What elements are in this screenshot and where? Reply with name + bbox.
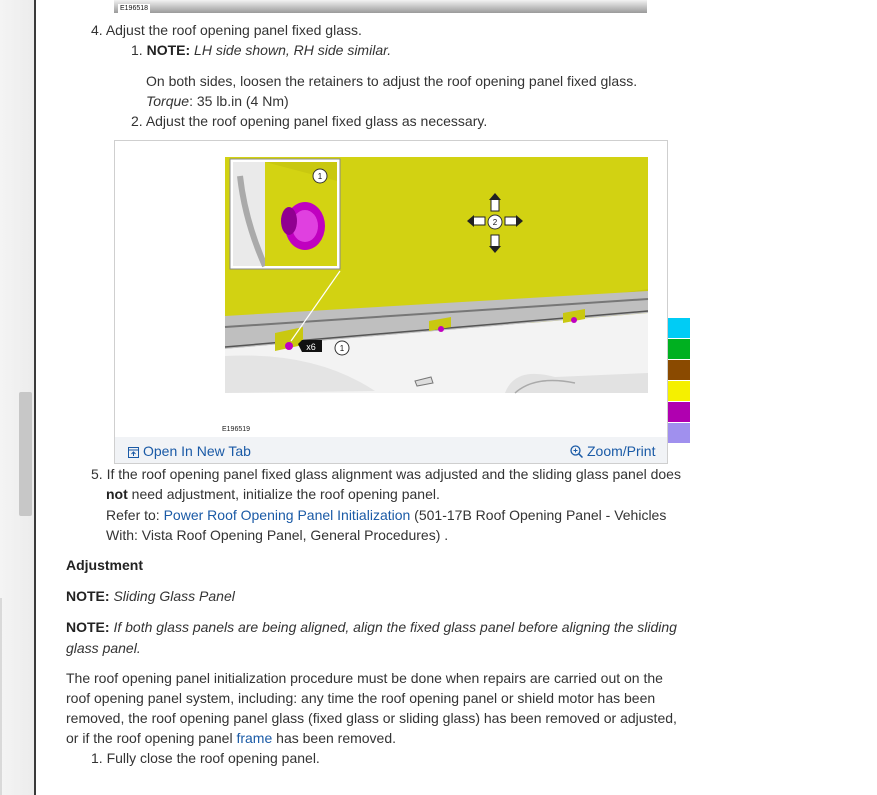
substep-number: 1. [131,42,143,58]
color-swatch-brown [668,360,690,380]
substep-4-1-body: On both sides, loosen the retainers to adjust the roof opening panel fixed glass. [146,73,638,89]
power-roof-initialization-link[interactable]: Power Roof Opening Panel Initialization [163,507,411,523]
note-text-line2: glass panel. [66,640,141,656]
step-text: Fully close the roof opening panel. [106,750,320,766]
paragraph-line-4 [66,728,396,748]
figure-e196519 [114,140,668,464]
figure-id: E196519 [222,426,251,433]
paragraph-line-2: roof opening panel system, including: any time the roof opening panel or shield motor has been [66,690,656,706]
step-number: 1. [91,750,103,766]
emphasis-not: not [106,486,128,502]
step-number: 5. [91,466,103,482]
paragraph-line-3: removed, the roof opening panel glass (fixed glass or sliding glass) has been removed or adjusted, [66,710,677,726]
note-label: NOTE: [146,42,191,58]
step-4 [91,20,362,40]
open-in-new-tab-button[interactable] [128,442,251,462]
roof-panel-illustration[interactable] [115,141,667,437]
torque-value: : 35 lb.in (4 Nm) [189,93,289,109]
note-text-line1: If both glass panels are being aligned, align the fixed glass panel before aligning the sliding [113,619,677,635]
left-gutter [0,0,36,795]
color-swatch-lavender [668,423,690,443]
note-label: NOTE: [66,588,110,604]
step-text-line1: If the roof opening panel fixed glass alignment was adjusted and the sliding glass panel does [106,466,681,482]
note-sliding-glass [66,586,235,606]
step-number: 4. [91,22,103,38]
note-label: NOTE: [66,619,110,635]
quantity-label: x6 [306,342,316,352]
step-text: Adjust the roof opening panel fixed glass. [105,22,362,38]
callout-2: 2 [492,218,498,227]
gutter-divider [0,598,2,795]
callout-1-detail: 1 [317,172,323,181]
note-text: Sliding Glass Panel [113,588,235,604]
note-both-panels [66,617,677,637]
refer-rest: (501-17B Roof Opening Panel - Vehicles [410,507,667,523]
zoom-print-button[interactable] [570,442,655,462]
adjustment-step-1 [91,748,320,768]
callout-1: 1 [339,344,345,353]
substep-text: Adjust the roof opening panel fixed glass as necessary. [145,113,488,129]
refer-label: Refer to: [106,507,164,523]
figure-toolbar [115,437,667,463]
zoom-print-label: Zoom/Print [587,443,656,459]
paragraph-text: has been removed. [272,730,397,746]
step-5 [91,464,681,484]
paragraph-text: or if the roof opening panel [66,730,237,746]
previous-figure-bottom [114,0,647,13]
note-text: LH side shown, RH side similar. [194,42,392,58]
torque-label: Torque [146,93,190,109]
color-swatch-cyan [668,318,690,338]
zoom-icon [570,444,583,462]
open-tab-icon [128,444,139,462]
previous-figure-id: E196518 [120,5,149,12]
step-5-reference [106,505,666,525]
adjustment-heading: Adjustment [66,557,143,573]
substep-number: 2. [131,113,143,129]
paragraph-line-1: The roof opening panel initialization procedure must be done when repairs are carried out on the [66,670,663,686]
step-5-line2 [106,484,440,504]
substep-4-2 [131,111,487,131]
step-text-line2: need adjustment, initialize the roof opening panel. [127,486,440,502]
frame-link[interactable]: frame [236,730,273,746]
color-swatch-yellow [668,381,690,401]
step-5-line4: With: Vista Roof Opening Panel, General Procedures) . [106,527,449,543]
torque-spec [146,91,289,111]
color-swatch-magenta [668,402,690,422]
open-in-new-tab-label: Open In New Tab [143,443,251,459]
scrollbar-thumb[interactable] [19,392,32,516]
color-swatch-green [668,339,690,359]
substep-4-1 [131,40,391,60]
